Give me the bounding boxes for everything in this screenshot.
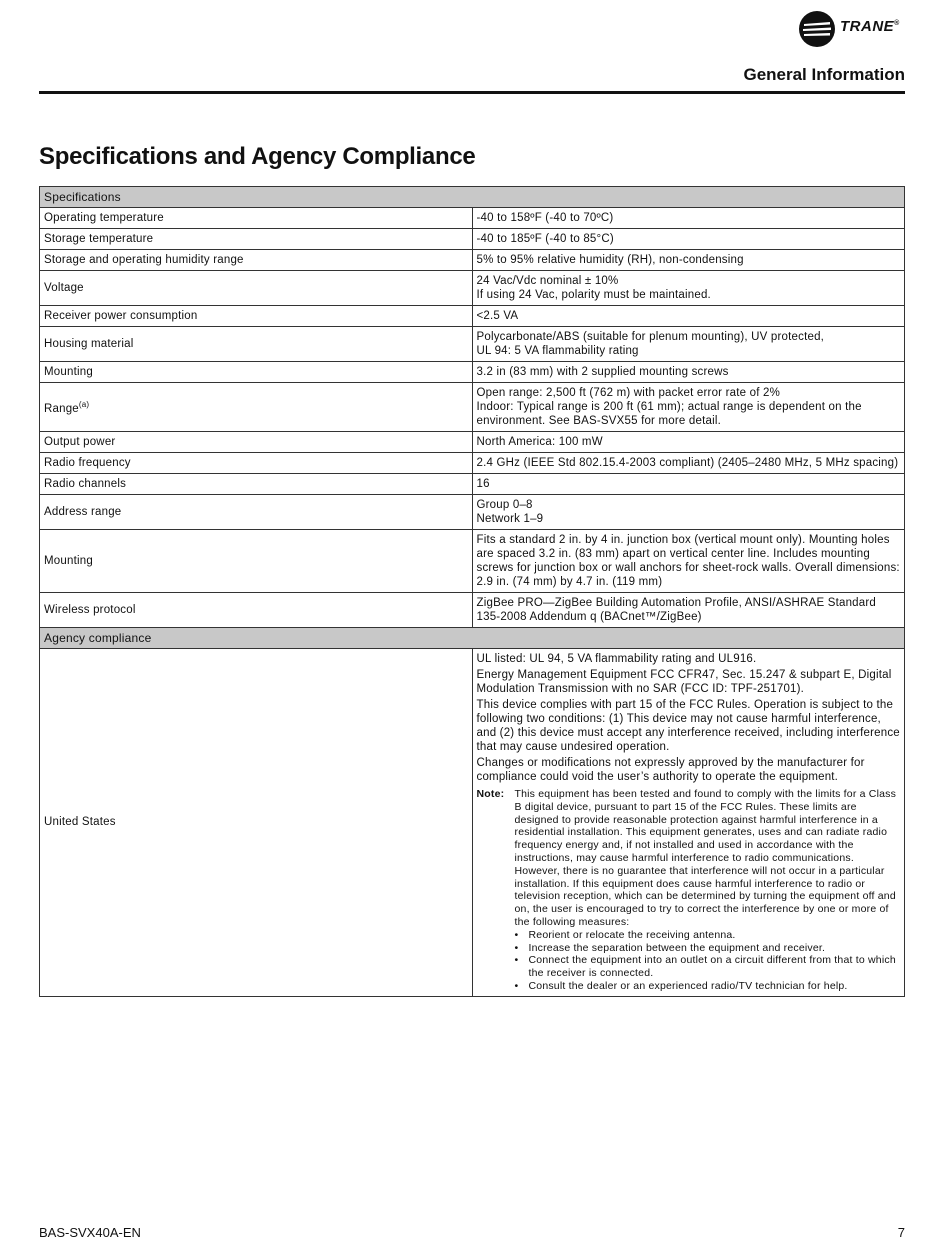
spec-value	[472, 383, 905, 432]
spec-label-text: Operating temperature	[44, 212, 164, 224]
spec-label	[40, 453, 473, 474]
agency-value	[472, 649, 905, 997]
spec-value	[472, 327, 905, 362]
spec-label	[40, 495, 473, 530]
spec-label	[40, 327, 473, 362]
spec-label-text: Radio channels	[44, 478, 127, 490]
spec-value-line: Fits a standard 2 in. by 4 in. junction box (vertical mount only). Mounting holes are spaced 3.2 in. (83 mm) apart on vertical center line. Includes mounting screws for junction box or wall anchors for sheet-rock walls. Overall dimensions: 2.9 in. (74 mm) by 4.7 in. (119 mm)	[476, 534, 900, 588]
spec-value-line: North America: 100 mW	[476, 436, 603, 448]
specifications-heading-row	[40, 187, 905, 208]
note-bullet: • Consult the dealer or an experienced radio/TV technician for help.	[515, 980, 901, 993]
spec-label	[40, 229, 473, 250]
agency-label: United States	[40, 649, 473, 997]
agency-paragraph: UL listed: UL 94, 5 VA flammability rating and UL916.	[476, 653, 757, 665]
spec-value-line: Polycarbonate/ABS (suitable for plenum mounting), UV protected,	[476, 331, 825, 343]
table-row	[40, 432, 905, 453]
spec-label-text: Output power	[44, 436, 116, 448]
spec-value	[472, 432, 905, 453]
spec-value-line: Group 0–8	[476, 499, 533, 511]
spec-label-text: Wireless protocol	[44, 604, 136, 616]
spec-label	[40, 432, 473, 453]
spec-value-line: 24 Vac/Vdc nominal ± 10%	[476, 275, 619, 287]
spec-value	[472, 250, 905, 271]
spec-label	[40, 530, 473, 593]
spec-label	[40, 383, 473, 432]
table-row	[40, 649, 905, 997]
spec-value-line: Network 1–9	[476, 513, 544, 525]
spec-label	[40, 271, 473, 306]
agency-heading: Agency compliance	[40, 628, 905, 649]
spec-value-line: 2.4 GHz (IEEE Std 802.15.4-2003 compliant) (2405–2480 MHz, 5 MHz spacing)	[476, 457, 899, 469]
logo-wordmark: TRANE®	[840, 18, 900, 35]
spec-value	[472, 229, 905, 250]
table-row	[40, 250, 905, 271]
spec-value	[472, 271, 905, 306]
agency-heading-row	[40, 628, 905, 649]
spec-value-line: Indoor: Typical range is 200 ft (61 mm); actual range is dependent on the environment. See BAS-SVX55 for more detail.	[476, 401, 862, 427]
note-bullet: • Increase the separation between the equipment and receiver.	[515, 942, 901, 955]
fcc-note	[477, 788, 901, 993]
spec-value-line: -40 to 185ºF (-40 to 85°C)	[476, 233, 614, 245]
spec-label-text: Voltage	[44, 282, 84, 294]
spec-value	[472, 530, 905, 593]
spec-label-text: Mounting	[44, 366, 93, 378]
spec-label-text: Radio frequency	[44, 457, 131, 469]
table-row	[40, 495, 905, 530]
section-title: General Information	[743, 65, 905, 84]
spec-label-text: Storage and operating humidity range	[44, 254, 244, 266]
table-row	[40, 474, 905, 495]
table-row	[40, 271, 905, 306]
spec-label	[40, 306, 473, 327]
table-row	[40, 208, 905, 229]
spec-value	[472, 474, 905, 495]
spec-value-line: <2.5 VA	[476, 310, 519, 322]
table-row	[40, 593, 905, 628]
spec-value-line: -40 to 158ºF (-40 to 70ºC)	[476, 212, 614, 224]
spec-value-line: 3.2 in (83 mm) with 2 supplied mounting screws	[476, 366, 729, 378]
table-row	[40, 453, 905, 474]
spec-label-text: Address range	[44, 506, 122, 518]
table-row	[40, 327, 905, 362]
page-number: 7	[897, 1225, 905, 1240]
spec-value	[472, 362, 905, 383]
trane-logo	[798, 10, 908, 48]
agency-paragraph: This device complies with part 15 of the FCC Rules. Operation is subject to the following two conditions: (1) This device may not cause harmful interference, and (2) this device must accept any interference received, including interference that may cause undesired operation.	[476, 699, 900, 753]
spec-label	[40, 362, 473, 383]
table-row	[40, 362, 905, 383]
table-row	[40, 383, 905, 432]
note-bullet-list	[515, 929, 901, 993]
spec-label-text: Housing material	[44, 338, 134, 350]
note-bullet: • Reorient or relocate the receiving antenna.	[515, 929, 901, 942]
footnote-marker: (a)	[78, 400, 90, 410]
table-row	[40, 530, 905, 593]
note-label: Note:	[476, 788, 505, 800]
spec-value-line: Open range: 2,500 ft (762 m) with packet error rate of 2%	[476, 387, 781, 399]
table-row	[40, 306, 905, 327]
header-rule	[39, 91, 905, 94]
spec-label-text: Range	[44, 402, 79, 415]
trane-logo-icon	[798, 10, 836, 48]
spec-label-text: Mounting	[44, 555, 93, 567]
spec-label-text: Receiver power consumption	[44, 310, 198, 322]
spec-value-line: 16	[476, 478, 490, 490]
spec-label	[40, 593, 473, 628]
spec-label-text: Storage temperature	[44, 233, 154, 245]
note-body	[515, 788, 901, 993]
spec-value-line: UL 94: 5 VA flammability rating	[476, 345, 639, 357]
spec-value	[472, 306, 905, 327]
agency-paragraph: Energy Management Equipment FCC CFR47, Sec. 15.247 & subpart E, Digital Modulation Transmission with no SAR (FCC ID: TPF-251701).	[476, 669, 892, 695]
spec-value-line: 5% to 95% relative humidity (RH), non-condensing	[476, 254, 744, 266]
spec-value	[472, 593, 905, 628]
table-row	[40, 229, 905, 250]
spec-label	[40, 474, 473, 495]
spec-label	[40, 208, 473, 229]
specifications-heading: Specifications	[40, 187, 905, 208]
spec-table	[39, 186, 905, 997]
note-bullet: • Connect the equipment into an outlet on a circuit different from that to which the receiver is connected.	[515, 954, 901, 980]
note-text: This equipment has been tested and found to comply with the limits for a Class B digital device, pursuant to part 15 of the FCC Rules. These limits are designed to provide reasonable protection against harmful interference in a residential installation. This equipment generates, uses and can radiate radio frequency energy and, if not installed and used in accordance with the instructions, may cause harmful interference to radio communications. However, there is no guarantee that interference will not occur in a particular installation. If this equipment does cause harmful interference to radio or television reception, which can be determined by turning the equipment off and on, the user is encouraged to try to correct the interference by one or more of the following measures:	[514, 788, 897, 928]
spec-label	[40, 250, 473, 271]
agency-paragraph: Changes or modifications not expressly approved by the manufacturer for compliance could void the user’s authority to operate the equipment.	[476, 757, 865, 783]
doc-id: BAS-SVX40A-EN	[39, 1225, 141, 1240]
spec-value-line: ZigBee PRO—ZigBee Building Automation Profile, ANSI/ASHRAE Standard 135-2008 Addendum q (BACnet™/ZigBee)	[476, 597, 876, 623]
spec-value	[472, 495, 905, 530]
page-title: Specifications and Agency Compliance	[39, 143, 476, 170]
spec-value-line: If using 24 Vac, polarity must be maintained.	[476, 289, 711, 301]
spec-value	[472, 453, 905, 474]
spec-value	[472, 208, 905, 229]
